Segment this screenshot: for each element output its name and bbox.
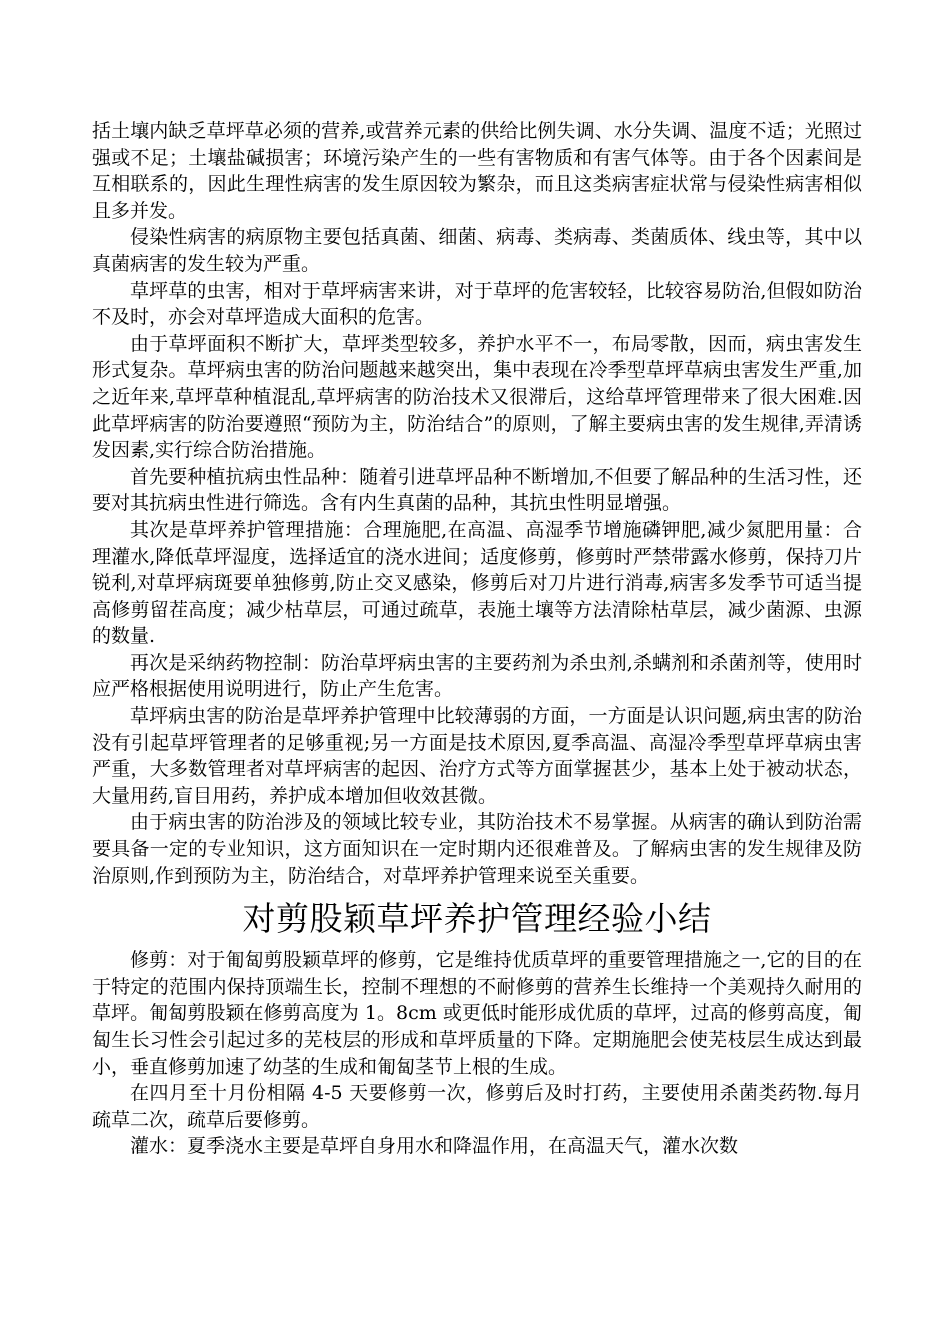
paragraph: 首先要种植抗病虫性品种：随着引进草坪品种不断增加,不但要了解品种的生活习性，还要对其抗病虫性进行筛选。含有内生真菌的品种，其抗虫性明显增强。 <box>92 465 862 515</box>
section-heading: 对剪股颖草坪养护管理经验小结 <box>242 899 712 939</box>
paragraph: 草坪草的虫害，相对于草坪病害来讲，对于草坪的危害较轻，比较容易防治,但假如防治不及时，亦会对草坪造成大面积的危害。 <box>92 279 862 329</box>
paragraph-truncated: 灌水：夏季浇水主要是草坪自身用水和降温作用，在高温天气，灌水次数 <box>130 1135 739 1158</box>
paragraph: 草坪病虫害的防治是草坪养护管理中比较薄弱的方面，一方面是认识问题,病虫害的防治没有引起草坪管理者的足够重视;另一方面是技术原因,夏季高温、高湿冷季型草坪草病虫害严重，大多数管理者对草坪病害的起因、治疗方式等方面掌握甚少，基本上处于被动状态，大量用药,盲目用药，养护成本增加但收效甚微。 <box>92 705 862 807</box>
paragraph: 侵染性病害的病原物主要包括真菌、细菌、病毒、类病毒、类菌质体、线虫等，其中以真菌病害的发生较为严重。 <box>92 226 862 275</box>
paragraph: 由于病虫害的防治涉及的领域比较专业，其防治技术不易掌握。从病害的确认到防治需要具备一定的专业知识，这方面知识在一定时期内还很难普及。了解病虫害的发生规律及防治原则,作到预防为主，防治结合，对草坪养护管理来说至关重要。 <box>92 811 862 887</box>
paragraph: 其次是草坪养护管理措施：合理施肥,在高温、高湿季节增施磷钾肥,减少氮肥用量：合理灌水,降低草坪湿度，选择适宜的浇水进间；适度修剪，修剪时严禁带露水修剪，保持刀片锐利,对草坪病斑要单独修剪,防止交叉感染，修剪后对刀片进行消毒,病害多发季节可适当提高修剪留茬高度；减少枯草层，可通过疏草，表施土壤等方法清除枯草层，减少菌源、虫源的数量. <box>92 518 862 648</box>
paragraph: 再次是采纳药物控制：防治草坪病虫害的主要药剂为杀虫剂,杀螨剂和杀菌剂等，使用时应严格根据使用说明进行，防止产生危害。 <box>92 651 862 701</box>
document-page <box>92 118 862 1160</box>
paragraph-continuation: 括土壤内缺乏草坪草必须的营养,或营养元素的供给比例失调、水分失调、温度不适；光照过强或不足；土壤盐碱损害；环境污染产生的一些有害物质和有害气体等。由于各个因素间是互相联系的，因此生理性病害的发生原因较为繁杂，而且这类病害症状常与侵染性病害相似且多并发。 <box>92 120 862 222</box>
paragraph: 在四月至十月份相隔 4-5 天要修剪一次，修剪后及时打药，主要使用杀菌类药物.每月疏草二次，疏草后要修剪。 <box>92 1082 862 1131</box>
paragraph: 修剪：对于匍匐剪股颖草坪的修剪，它是维持优质草坪的重要管理措施之一,它的目的在于特定的范围内保持顶端生长，控制不理想的不耐修剪的营养生长维持一个美观持久耐用的草坪。匍匐剪股颖在修剪高度为 1。8cm 或更低时能形成优质的草坪，过高的修剪高度，匍匐生长习性会引起过多的芜枝层的形成和草坪质量的下降。定期施肥会使芜枝层生成达到最小，垂直修剪加速了幼茎的生成和匍匐茎节上根的生成。 <box>92 949 862 1078</box>
paragraph: 由于草坪面积不断扩大，草坪类型较多，养护水平不一，布局零散，因而，病虫害发生形式复杂。草坪病虫害的防治问题越来越突出，集中表现在冷季型草坪草病虫害发生严重,加之近年来,草坪草种植混乱,草坪病害的防治技术又很滞后，这给草坪管理带来了很大困难.因此草坪病害的防治要遵照“预防为主，防治结合”的原则，了解主要病虫害的发生规律,弄清诱发因素,实行综合防治措施。 <box>92 332 862 462</box>
